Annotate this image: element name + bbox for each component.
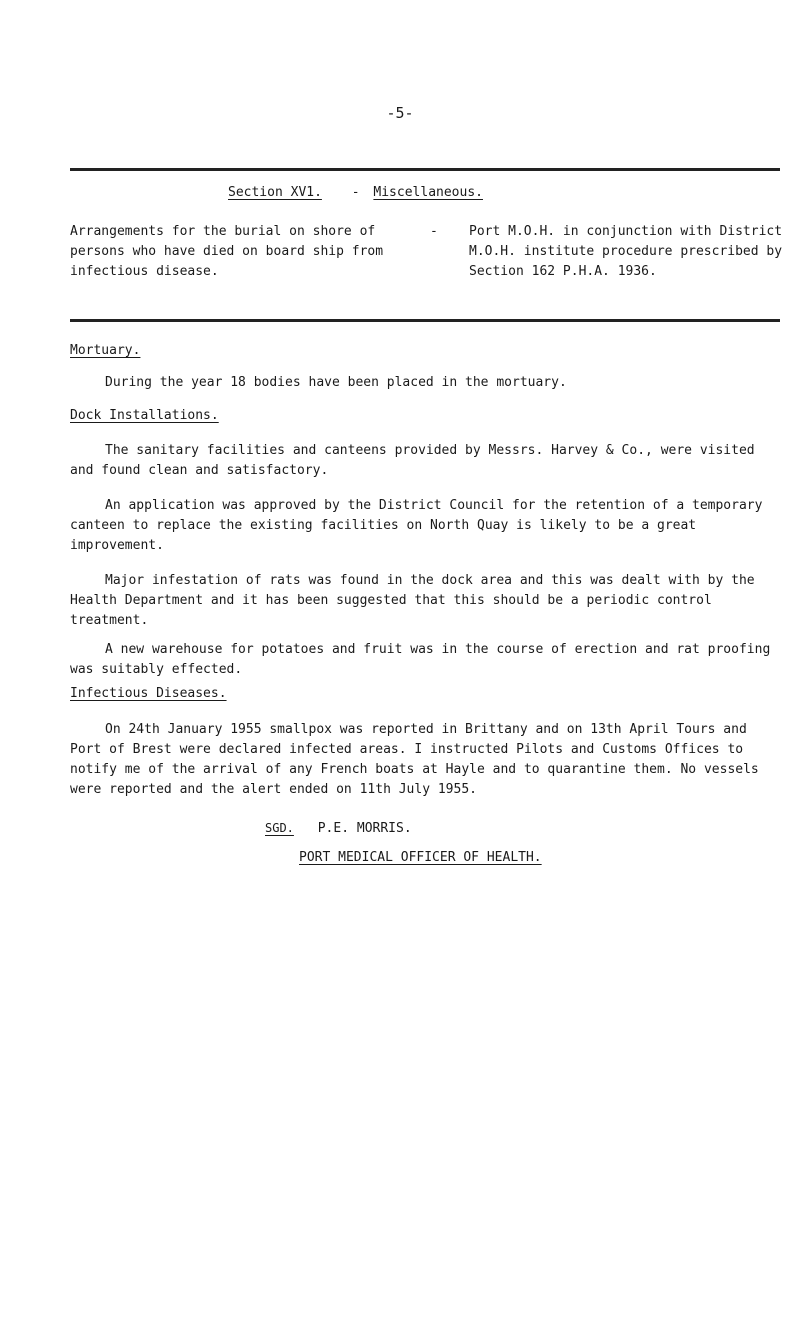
arrangements-dash: - bbox=[430, 224, 438, 239]
infectious-paragraph bbox=[70, 720, 780, 800]
signature-row bbox=[265, 818, 412, 839]
signature-sgd: SGD. bbox=[265, 821, 294, 835]
signature-name: P.E. MORRIS. bbox=[317, 821, 412, 836]
section-subtitle: Miscellaneous. bbox=[373, 185, 483, 200]
section-title-row bbox=[228, 183, 483, 203]
dock-p2-text: An application was approved by the District Council for the retention of a temporary canteen to replace the existing facilities on North Quay is likely to be a great improvement. bbox=[70, 498, 763, 553]
dock-paragraph-1 bbox=[70, 441, 780, 481]
section-dash: - bbox=[351, 185, 360, 200]
arrangements-left: Arrangements for the burial on shore of persons who have died on board ship from infectious disease. bbox=[70, 224, 384, 279]
arrangements-right: Port M.O.H. in conjunction with District M.O.H. institute procedure prescribed by Section 162 P.H.A. 1936. bbox=[469, 224, 783, 279]
mortuary-heading: Mortuary. bbox=[70, 343, 141, 358]
dock-heading: Dock Installations. bbox=[70, 408, 219, 423]
dock-p3-text: Major infestation of rats was found in the dock area and this was dealt with by the Health Department and it has been suggested that this should be a periodic control treatment. bbox=[70, 573, 755, 628]
dock-p4-text: A new warehouse for potatoes and fruit was in the course of erection and rat proofing was suitably effected. bbox=[70, 642, 771, 677]
infectious-text: On 24th January 1955 smallpox was reported in Brittany and on 13th April Tours and Port of Brest were declared infected areas. I instructed Pilots and Customs Offices to notify me of the arrival of any French boats at Hayle and to quarantine them. No vessels were reported and the alert ended on 11th July 1955. bbox=[70, 722, 759, 797]
section-title: Section XV1. bbox=[228, 185, 322, 200]
infectious-heading: Infectious Diseases. bbox=[70, 686, 227, 701]
mortuary-text: During the year 18 bodies have been placed in the mortuary. bbox=[105, 375, 567, 390]
middle-rule bbox=[70, 319, 780, 322]
page-number: -5- bbox=[386, 104, 414, 122]
dock-paragraph-3 bbox=[70, 571, 780, 631]
top-rule bbox=[70, 168, 780, 171]
dock-paragraph-2 bbox=[70, 496, 780, 556]
dock-paragraph-4 bbox=[70, 640, 780, 680]
dock-p1-text: The sanitary facilities and canteens provided by Messrs. Harvey & Co., were visited and found clean and satisfactory. bbox=[70, 443, 755, 478]
signature-title: PORT MEDICAL OFFICER OF HEALTH. bbox=[299, 850, 542, 865]
